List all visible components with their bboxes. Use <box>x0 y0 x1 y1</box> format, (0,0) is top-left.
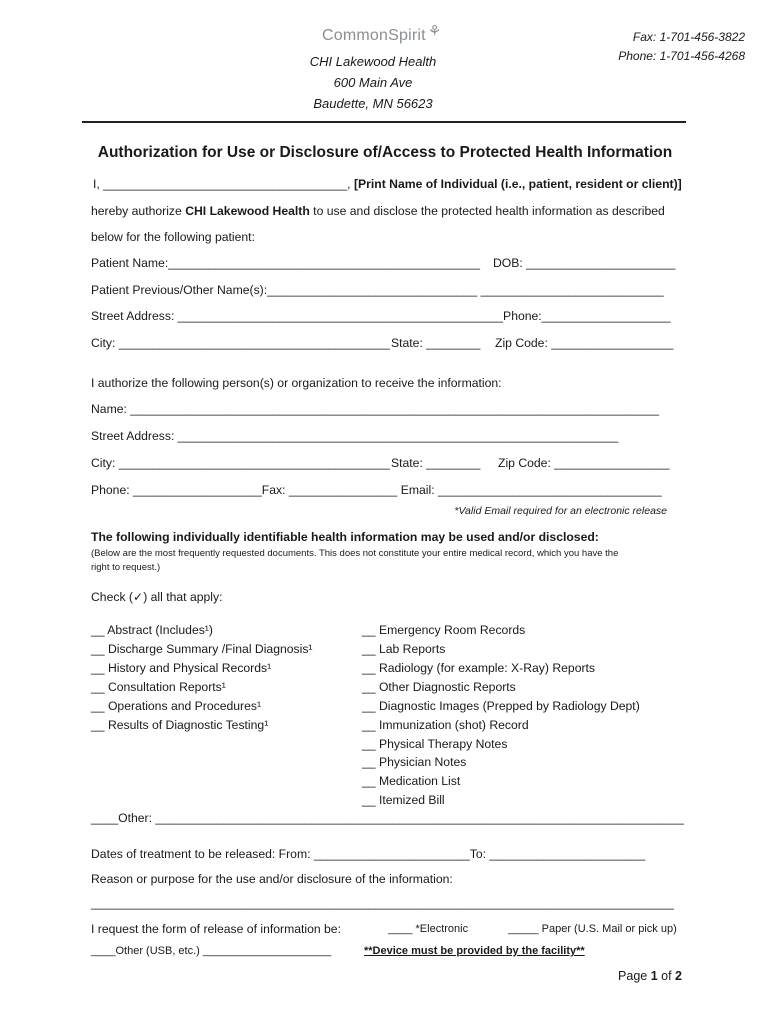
check-itemized-bill[interactable]: __ Itemized Bill <box>362 793 445 807</box>
check-diagnostic-images[interactable]: __ Diagnostic Images (Prepped by Radiology Dept) <box>362 699 640 713</box>
individual-name-field[interactable]: I, ____________________________________, <box>93 177 354 191</box>
form-title: Authorization for Use or Disclosure of/Access to Protected Health Information <box>97 144 673 161</box>
release-electronic-option[interactable]: ____ *Electronic <box>388 923 469 935</box>
device-note: **Device must be provided by the facility** <box>364 945 585 957</box>
page-mid: of <box>657 969 676 983</box>
check-discharge-summary[interactable]: __ Discharge Summary /Final Diagnosis¹ <box>91 642 313 656</box>
authorized-org: CHI Lakewood Health <box>185 204 310 218</box>
check-operations-procedures[interactable]: __ Operations and Procedures¹ <box>91 699 262 713</box>
recipient-zip-field[interactable]: Zip Code: _________________ <box>498 456 670 470</box>
patient-other-names-field[interactable]: Patient Previous/Other Name(s):_______________________________ ___________________________ <box>91 283 664 297</box>
recipient-street-field[interactable]: Street Address: _________________________________________________________________ <box>91 429 619 443</box>
check-emergency-room[interactable]: __ Emergency Room Records <box>362 623 526 637</box>
org-street: 600 Main Ave <box>333 75 413 90</box>
intro-text: hereby authorize <box>91 204 186 218</box>
check-history-physical[interactable]: __ History and Physical Records¹ <box>91 661 272 675</box>
check-radiology[interactable]: __ Radiology (for example: X-Ray) Reports <box>362 661 596 675</box>
check-physical-therapy[interactable]: __ Physical Therapy Notes <box>362 737 508 751</box>
reason-label: Reason or purpose for the use and/or disclosure of the information: <box>91 872 453 886</box>
check-immunization[interactable]: __ Immunization (shot) Record <box>362 718 529 732</box>
patient-city-field[interactable]: City: ________________________________________ <box>91 336 390 350</box>
dob-field[interactable]: DOB: ______________________ <box>493 256 676 270</box>
check-all-label: Check (✓) all that apply: <box>91 590 223 604</box>
intro-line-2 <box>91 204 665 218</box>
release-other-option[interactable]: ____Other (USB, etc.) _____________________ <box>91 945 332 957</box>
release-form-label: I request the form of release of information be: <box>91 922 341 936</box>
recipient-state-field[interactable]: State: ________ <box>391 456 481 470</box>
patient-name-field[interactable]: Patient Name:______________________________________________ <box>91 256 481 270</box>
check-diagnostic-testing[interactable]: __ Results of Diagnostic Testing¹ <box>91 718 269 732</box>
patient-zip-field[interactable]: Zip Code: __________________ <box>495 336 674 350</box>
recipient-intro: I authorize the following person(s) or organization to receive the information: <box>91 376 502 390</box>
intro-line-3: below for the following patient: <box>91 230 255 244</box>
commonspirit-logo <box>322 22 441 45</box>
email-note: *Valid Email required for an electronic release <box>454 505 667 517</box>
check-abstract[interactable]: __ Abstract (Includes¹) <box>91 623 213 637</box>
treatment-dates-field[interactable]: Dates of treatment to be released: From: _______________________To: _______________________ <box>91 847 646 861</box>
individual-name-instruction: [Print Name of Individual (i.e., patient, resident or client)] <box>353 177 682 191</box>
logo-text: CommonSpirit <box>322 27 426 44</box>
records-heading: The following individually identifiable health information may be used and/or disclosed: <box>91 530 599 544</box>
records-subnote-2: right to request.) <box>91 562 161 573</box>
intro-text-suffix: to use and disclose the protected health information as described <box>309 204 665 218</box>
fax-number: Fax: 1-701-456-3822 <box>632 30 745 44</box>
check-lab-reports[interactable]: __ Lab Reports <box>362 642 446 656</box>
page-number <box>618 969 682 983</box>
records-subnote-1: (Below are the most frequently requested documents. This does not constitute your entire medical record, which you have the <box>91 548 619 559</box>
org-name: CHI Lakewood Health <box>309 54 437 69</box>
check-consultation-reports[interactable]: __ Consultation Reports¹ <box>91 680 226 694</box>
check-physician-notes[interactable]: __ Physician Notes <box>362 755 467 769</box>
check-other-diagnostic[interactable]: __ Other Diagnostic Reports <box>362 680 516 694</box>
recipient-city-field[interactable]: City: ________________________________________ <box>91 456 390 470</box>
other-records-field[interactable]: ____Other: ______________________________________________________________________________ <box>91 811 685 825</box>
check-medication-list[interactable]: __ Medication List <box>362 774 461 788</box>
recipient-name-field[interactable]: Name: ______________________________________________________________________________ <box>91 402 659 416</box>
phone-number: Phone: 1-701-456-4268 <box>618 49 745 63</box>
page-prefix: Page <box>618 969 651 983</box>
patient-street-phone-field[interactable]: Street Address: ________________________________________________Phone:___________________ <box>91 309 671 323</box>
recipient-phone-fax-email-field[interactable]: Phone: ___________________Fax: ________________ Email: _________________________________ <box>91 483 662 497</box>
release-paper-option[interactable]: _____ Paper (U.S. Mail or pick up) <box>508 923 677 935</box>
header-divider <box>82 121 686 123</box>
page-current: 1 <box>650 969 658 983</box>
patient-state-field[interactable]: State: ________ <box>391 336 481 350</box>
page-total: 2 <box>675 969 682 983</box>
reason-field[interactable]: ______________________________________________________________________________________ <box>91 896 674 910</box>
org-city-state-zip: Baudette, MN 56623 <box>313 96 433 111</box>
logo-mark-icon: ⚘ <box>427 23 442 40</box>
intro-line-1 <box>93 177 682 191</box>
